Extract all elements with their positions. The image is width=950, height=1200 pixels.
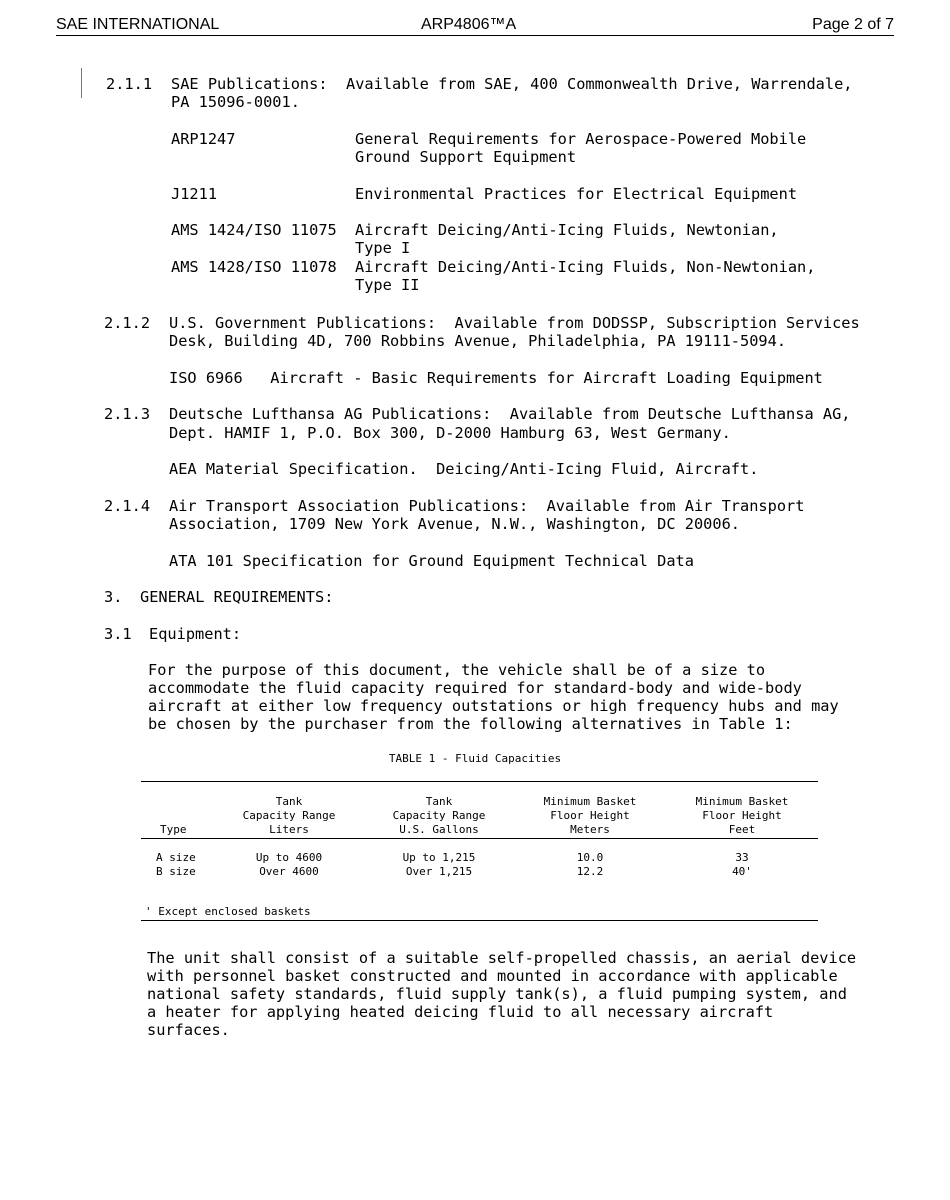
header-org: SAE INTERNATIONAL — [56, 16, 220, 33]
section-text: Desk, Building 4D, 700 Robbins Avenue, Philadelphia, PA 19111-5094. — [169, 332, 787, 350]
table-cell: Over 1,215 — [405, 865, 473, 878]
paragraph-line: For the purpose of this document, the vehicle shall be of a size to — [148, 661, 766, 679]
column-header-gallons: Capacity Range — [392, 809, 486, 822]
table-cell: 12.2 — [576, 865, 604, 878]
section-text: SAE Publications: Available from SAE, 400 Commonwealth Drive, Warrendale, — [171, 75, 853, 93]
paragraph-line: national safety standards, fluid supply tank(s), a fluid pumping system, and — [147, 985, 847, 1003]
section-text: Dept. HAMIF 1, P.O. Box 300, D-2000 Hamburg 63, West Germany. — [169, 424, 731, 442]
column-header-liters: Liters — [269, 823, 309, 836]
paragraph-line: be chosen by the purchaser from the following alternatives in Table 1: — [148, 715, 793, 733]
page-header — [56, 15, 894, 36]
column-header-gallons: Tank — [425, 795, 453, 808]
column-header-feet: Minimum Basket — [695, 795, 789, 808]
table-cell: Up to 4600 — [255, 851, 323, 864]
reference-code: ARP1247 — [171, 130, 236, 148]
table-cell: B size — [156, 865, 196, 878]
reference-desc: Ground Support Equipment — [355, 148, 577, 166]
column-header-feet: Floor Height — [702, 809, 782, 822]
section-title: GENERAL REQUIREMENTS: — [140, 588, 334, 606]
reference-desc: General Requirements for Aerospace-Powered Mobile — [355, 130, 807, 148]
section-number: 3. — [104, 588, 123, 606]
column-header-liters: Capacity Range — [242, 809, 336, 822]
column-header-meters: Meters — [570, 823, 610, 836]
column-header-meters: Floor Height — [550, 809, 630, 822]
table-cell: 40' — [732, 865, 752, 878]
reference-desc: Aircraft Deicing/Anti-Icing Fluids, Newtonian, — [355, 221, 779, 239]
reference-desc: Type II — [355, 276, 420, 294]
section-number: 2.1.4 — [104, 497, 151, 515]
paragraph-line: with personnel basket constructed and mounted in accordance with applicable — [147, 967, 838, 985]
paragraph-line: a heater for applying heated deicing fluid to all necessary aircraft — [147, 1003, 774, 1021]
paragraph-line: aircraft at either low frequency outstations or high frequency hubs and may — [148, 697, 839, 715]
section-text: Deutsche Lufthansa AG Publications: Available from Deutsche Lufthansa AG, — [169, 405, 851, 423]
table-cell: 33 — [735, 851, 749, 864]
section-text: PA 15096-0001. — [171, 93, 300, 111]
section-title: Equipment: — [149, 625, 242, 643]
table-cell: A size — [156, 851, 196, 864]
table-cell: 10.0 — [576, 851, 604, 864]
section-text: U.S. Government Publications: Available from DODSSP, Subscription Services — [169, 314, 860, 332]
table-cell: Up to 1,215 — [402, 851, 476, 864]
reference-desc: Environmental Practices for Electrical Equipment — [355, 185, 798, 203]
section-number: 2.1.1 — [106, 75, 153, 93]
section-number: 3.1 — [104, 625, 132, 643]
section-text: Association, 1709 New York Avenue, N.W., Washington, DC 20006. — [169, 515, 740, 533]
table-caption: TABLE 1 - Fluid Capacities — [388, 752, 562, 765]
table-header-rule — [141, 838, 818, 839]
section-number: 2.1.2 — [104, 314, 151, 332]
section-text: Air Transport Association Publications: Available from Air Transport — [169, 497, 805, 515]
reference-desc: Type I — [355, 239, 411, 257]
table-cell: Over 4600 — [259, 865, 319, 878]
column-header-liters: Tank — [275, 795, 303, 808]
reference-line: ISO 6966 Aircraft - Basic Requirements for Aircraft Loading Equipment — [169, 369, 823, 387]
reference-code: AMS 1428/ISO 11078 — [171, 258, 337, 276]
header-page-number: Page 2 of 7 — [812, 16, 894, 33]
paragraph-line: The unit shall consist of a suitable self-propelled chassis, an aerial device — [147, 949, 857, 967]
reference-line: AEA Material Specification. Deicing/Anti-Icing Fluid, Aircraft. — [169, 460, 759, 478]
table-top-rule — [141, 781, 818, 782]
table-bottom-rule — [141, 920, 818, 921]
header-doc-id: ARP4806™A — [421, 16, 517, 33]
reference-code: J1211 — [171, 185, 218, 203]
reference-desc: Aircraft Deicing/Anti-Icing Fluids, Non-Newtonian, — [355, 258, 816, 276]
change-bar — [81, 68, 82, 98]
reference-line: ATA 101 Specification for Ground Equipment Technical Data — [169, 552, 694, 570]
reference-code: AMS 1424/ISO 11075 — [171, 221, 337, 239]
column-header-meters: Minimum Basket — [543, 795, 637, 808]
section-number: 2.1.3 — [104, 405, 151, 423]
column-header-type: Type — [160, 823, 187, 836]
paragraph-line: accommodate the fluid capacity required for standard-body and wide-body — [148, 679, 802, 697]
table-footnote: ' Except enclosed baskets — [145, 905, 311, 918]
column-header-feet: Feet — [728, 823, 756, 836]
paragraph-line: surfaces. — [147, 1021, 230, 1039]
column-header-gallons: U.S. Gallons — [399, 823, 479, 836]
